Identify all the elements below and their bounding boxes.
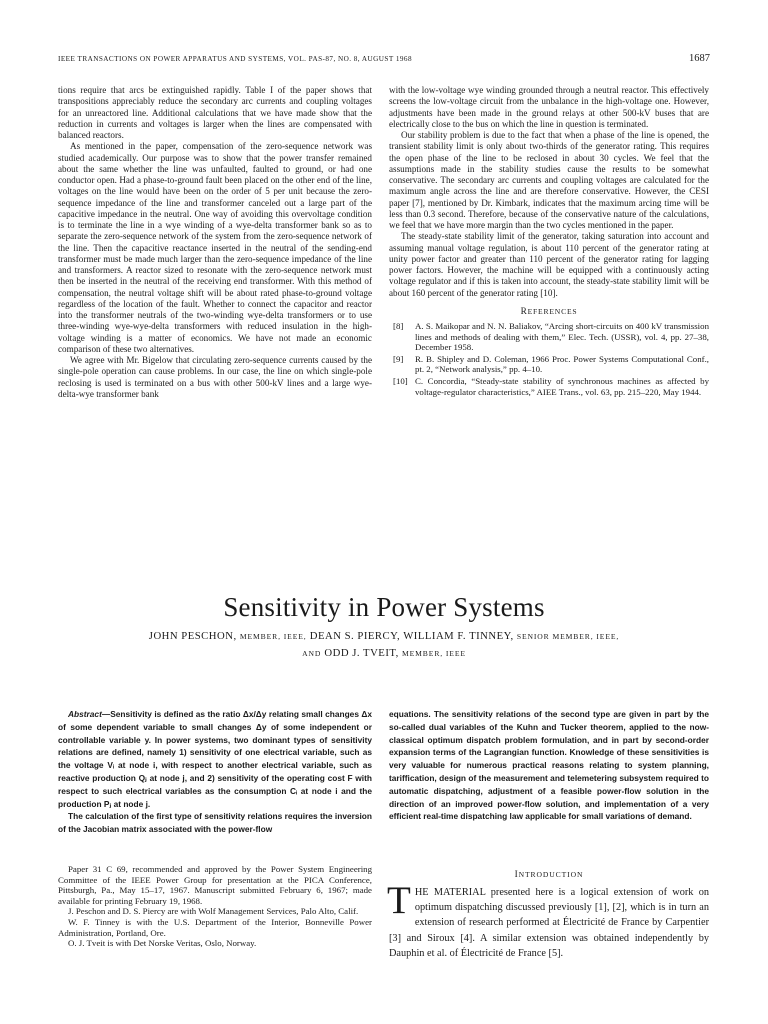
discussion-left-column [58,85,372,400]
paragraph: Our stability problem is due to the fact that when a phase of the line is opened, the transient stability limit is only about two-thirds of the generator rating. This requires the open phase of the line to be reclosed in about 30 cycles. We feel that the assumptions made in the stability studies cause the results to be somewhat conservative. The secondary arc currents and coupling voltages are calculated for the maximum angle across the line and are therefore conservative. However, the CESI paper [7], mentioned by Dr. Kimbark, indicates that the maximum arcing time will be less than 0.3 second. Therefore, because of the conservative nature of the calculations, we feel that we have more margin than the two cycles mentioned in the paper. [389,130,709,230]
page-number: 1687 [689,53,710,64]
paragraph: with the low-voltage wye winding grounded through a neutral reactor. This effectively screens the low-voltage circuit from the unbalance in the high-voltage one. However, adjustments have been made in the ground relays at other 500-kV buses that are electrically close to the bus on which the line in question is terminated. [389,85,709,129]
footnote-paragraph: O. J. Tveit is with Det Norske Veritas, Oslo, Norway. [68,938,257,949]
footnote-paragraph: J. Peschon and D. S. Piercy are with Wolf Management Services, Palo Alto, Calif. [68,906,359,917]
drop-cap: T [387,879,411,922]
abstract-right [389,708,709,823]
paragraph: tions require that arcs be extinguished rapidly. Table I of the paper shows that transpositions appreciably reduce the secondary arc currents and coupling voltages for an unreactored line. Additional calculations that we have made show that the reduction in currents and voltages is larger when the lines are compensated with balanced reactors. [58,85,372,140]
author-name: JOHN PESCHON, [148,630,237,642]
paragraph: We agree with Mr. Bigelow that circulating zero-sequence currents caused by the single-pole operation can cause problems. In our case, the line on which single-pole reclosing is used is terminated on a bus with other 500-kV lines and a large wye-delta-wye transformer bank [58,355,372,399]
author-conjunction: AND [302,649,322,658]
running-head [58,55,710,71]
discussion-right-column [389,85,709,398]
reference-item: [9] R. B. Shipley and D. Coleman, 1966 Proc. Power Systems Computational Conf., pt. 2, “Network analysis,” pp. 4–10. [393,353,709,375]
article-title: Sensitivity in Power Systems [223,592,545,622]
introduction-body [387,879,709,961]
footnote-paragraph: W. F. Tinney is with the U.S. Department of the Interior, Bonneville Power Administration, Portland, Ore. [58,916,372,938]
abstract-paragraph: equations. The sensitivity relations of the second type are given in part by the so-called dual variables of the Kuhn and Tucker theorem, applied to the now-classical optimum dispatch problem formulation, and in part by second-order expansion terms of the Lagrangian function. Knowledge of these sensitivities is very valuable for numerous practical reasons relating to system planning, tariffication, design of the measurement and telemetering subsystem required to automatic dispatching, adjustment of a feasible power-flow solution in the direction of an improved power-flow solution, and implementation of a very efficient real-time dispatching law applicable for small variations of demand. [389,709,709,822]
journal-citation: IEEE TRANSACTIONS ON POWER APPARATUS AND SYSTEMS, VOL. PAS-87, NO. 8, AUGUST 1968 [58,55,413,63]
abstract-left [58,708,372,836]
introduction-text: HE MATERIAL presented here is a logical extension of work on optimum dispatching discussed previously [1], [2], which is in turn an extension of research performed at Électricité de France by Carpentier [3] and Siroux [4]. A similar extension was obtained independently by Dauphin et al. of Électricité de France [5]. [389,887,709,959]
abstract-paragraph: The calculation of the first type of sensitivity relations requires the inversion of the Jacobian matrix associated with the power-flow [58,811,372,835]
reference-item: [10] C. Concordia, “Steady-state stability of synchronous machines as affected by voltage-regulator characteristics,” AIEE Trans., vol. 63, pp. 215–220, May 1944. [393,375,709,397]
author-grade: MEMBER, IEEE [401,649,466,658]
author-name: DEAN S. PIERCY, [309,630,401,642]
paragraph: As mentioned in the paper, compensation of the zero-sequence network was studied academically. Our purpose was to show that the power transfer remained about the same whether the line was unfaulted, faulted to ground, or had one conductor open. Had a phase-to-ground fault been placed on the other end of the line, voltages on the line would have been on the order of 5 per unit because the zero-sequence impedance of the line and transformer canceled out a large part of the capacitive impedance in the neutral. One way of avoiding this overvoltage condition is to terminate the line in a wye winding of a wye-delta transformer bank so as to separate the zero-sequence network of the system from the zero-sequence network of the line. Then the capacitive reactance inserted in the neutral of the sending-end transformer must be made much larger than the zero-sequence impedance of the line and transformers. A reactor sized to resonate with the zero-sequence network must then be inserted in the neutral of the receiving end transformer. With this method of compensation, the neutral voltage shift will be about rated phase-to-ground voltage regardless of the location of the fault. Whether to connect the capacitor and reactor into the transformer neutrals of the two-winding wye-delta transformers or to use three-winding wye-wye-delta transformers with reduced insulation in the high-voltage winding is a matter of economics. We have not made an economic comparison of these two alternatives. [58,141,372,354]
author-list [0,628,768,662]
author-name: ODD J. TVEIT, [324,647,399,659]
footnote [58,864,372,949]
author-grade: MEMBER, IEEE, [239,632,307,641]
footnote-paragraph: Paper 31 C 69, recommended and approved by the Power System Engineering Committee of the IEEE Power Group for presentation at the PICA Conference, Pittsburgh, Pa., May 15–17, 1967. Manuscript submitted February 6, 1967; made available for printing February 19, 1968. [58,864,372,906]
paragraph: The steady-state stability limit of the generator, taking saturation into account and assuming manual voltage regulation, is about 110 percent of the generator rating at unity power factor and greater than 110 percent of the generator rating for lagging power factors. However, the machine will be equipped with a continuously acting voltage regulator and if this is taken into account, the steady-state stability limit will be about 160 percent of the generator rating [10]. [389,231,709,298]
author-grade: SENIOR MEMBER, IEEE, [516,632,620,641]
author-line [0,645,768,662]
references-heading: REFERENCES [520,306,578,317]
reference-item: [8] A. S. Maikopar and N. N. Baliakov, “Arcing short-circuits on 400 kV transmission lines and methods of dealing with them,” Elec. Tech. (USSR), vol. 4, pp. 27–38, December 1958. [393,321,709,353]
author-name: WILLIAM F. TINNEY, [403,630,514,642]
author-line [0,628,768,645]
abstract-paragraph: Abstract—Sensitivity is defined as the ratio Δx/Δy relating small changes Δx of some dependent variable to small changes Δy of some independent or controllable variable y. In power systems, two dominant types of sensitivity relations are defined, namely 1) sensitivity of one electrical variable, such as the voltage Vᵢ at node i, with respect to another electrical variable, such as reactive production Qⱼ at node j, and 2) sensitivity of the operating cost F with respect to such electrical variables as the consumption Cᵢ at node i and the production Pⱼ at node j. [58,709,372,809]
section-heading: INTRODUCTION [514,870,584,880]
abstract-label: Abstract [68,709,102,719]
